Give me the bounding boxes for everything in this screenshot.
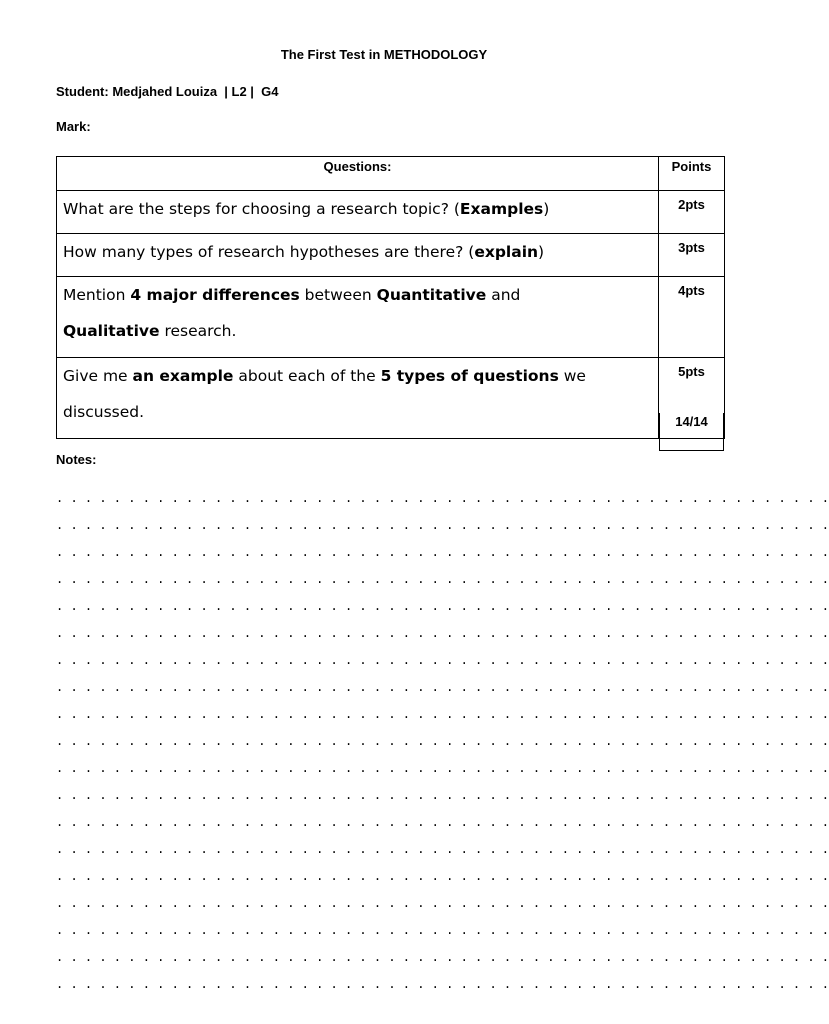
question-text: between <box>299 286 377 304</box>
notes-line: . . . . . . . . . . . . . . . . . . . . . . . . . . . . . . . . . . . . . . . . . . . . . . . . . . . . . . <box>56 734 829 748</box>
notes-line: . . . . . . . . . . . . . . . . . . . . . . . . . . . . . . . . . . . . . . . . . . . . . . . . . . . . . . <box>56 518 829 532</box>
points-header: Points <box>659 157 725 191</box>
question-text: discussed. <box>63 403 145 421</box>
notes-dotted-lines <box>56 485 829 998</box>
notes-line: . . . . . . . . . . . . . . . . . . . . . . . . . . . . . . . . . . . . . . . . . . . . . . . . . . . . . . <box>56 869 829 883</box>
question-text-bold: 5 types of questions <box>380 367 559 385</box>
student-info: Student: Medjahed Louiza | L2 | G4 <box>56 84 279 99</box>
points-value: 3pts <box>659 234 725 277</box>
question-text: we <box>558 367 586 385</box>
table-row <box>57 234 725 277</box>
question-2 <box>57 234 659 277</box>
question-text: and <box>486 286 521 304</box>
question-text: about each of the <box>233 367 381 385</box>
question-text-bold: 4 major differences <box>130 286 300 304</box>
question-text-bold: explain <box>474 243 539 261</box>
question-text: How many types of research hypotheses are there? ( <box>63 243 475 261</box>
notes-label: Notes: <box>56 452 97 467</box>
question-text-bold: an example <box>132 367 234 385</box>
points-value: 4pts <box>659 277 725 358</box>
points-value: 2pts <box>659 191 725 234</box>
table-header-row <box>57 157 725 191</box>
notes-line: . . . . . . . . . . . . . . . . . . . . . . . . . . . . . . . . . . . . . . . . . . . . . . . . . . . . . . <box>56 680 829 694</box>
question-text-bold: Quantitative <box>376 286 487 304</box>
notes-line: . . . . . . . . . . . . . . . . . . . . . . . . . . . . . . . . . . . . . . . . . . . . . . . . . . . . . . <box>56 923 829 937</box>
notes-line: . . . . . . . . . . . . . . . . . . . . . . . . . . . . . . . . . . . . . . . . . . . . . . . . . . . . . . <box>56 707 829 721</box>
notes-line: . . . . . . . . . . . . . . . . . . . . . . . . . . . . . . . . . . . . . . . . . . . . . . . . . . . . . . <box>56 950 829 964</box>
question-3 <box>57 277 659 358</box>
notes-line: . . . . . . . . . . . . . . . . . . . . . . . . . . . . . . . . . . . . . . . . . . . . . . . . . . . . . . <box>56 977 829 991</box>
question-text-bold: Examples <box>459 200 544 218</box>
question-text-bold: Qualitative <box>63 322 160 340</box>
notes-line: . . . . . . . . . . . . . . . . . . . . . . . . . . . . . . . . . . . . . . . . . . . . . . . . . . . . . . <box>56 572 829 586</box>
notes-line: . . . . . . . . . . . . . . . . . . . . . . . . . . . . . . . . . . . . . . . . . . . . . . . . . . . . . . <box>56 788 829 802</box>
notes-line: . . . . . . . . . . . . . . . . . . . . . . . . . . . . . . . . . . . . . . . . . . . . . . . . . . . . . . <box>56 761 829 775</box>
notes-line: . . . . . . . . . . . . . . . . . . . . . . . . . . . . . . . . . . . . . . . . . . . . . . . . . . . . . . <box>56 491 829 505</box>
question-1 <box>57 191 659 234</box>
points-value: 5pts <box>659 358 725 439</box>
total-points: 14/14 <box>659 413 724 451</box>
question-text: What are the steps for choosing a research topic? ( <box>63 200 460 218</box>
notes-line: . . . . . . . . . . . . . . . . . . . . . . . . . . . . . . . . . . . . . . . . . . . . . . . . . . . . . . <box>56 545 829 559</box>
question-text: Mention <box>63 286 131 304</box>
question-text: ) <box>538 243 545 261</box>
notes-line: . . . . . . . . . . . . . . . . . . . . . . . . . . . . . . . . . . . . . . . . . . . . . . . . . . . . . . <box>56 626 829 640</box>
question-text: research. <box>159 322 237 340</box>
questions-header: Questions: <box>57 157 659 191</box>
page-title: The First Test in METHODOLOGY <box>280 47 488 62</box>
notes-line: . . . . . . . . . . . . . . . . . . . . . . . . . . . . . . . . . . . . . . . . . . . . . . . . . . . . . . <box>56 842 829 856</box>
question-text: ) <box>543 200 550 218</box>
notes-line: . . . . . . . . . . . . . . . . . . . . . . . . . . . . . . . . . . . . . . . . . . . . . . . . . . . . . . <box>56 653 829 667</box>
mark-label: Mark: <box>56 119 91 134</box>
question-text: Give me <box>63 367 133 385</box>
notes-line: . . . . . . . . . . . . . . . . . . . . . . . . . . . . . . . . . . . . . . . . . . . . . . . . . . . . . . <box>56 599 829 613</box>
question-4 <box>57 358 659 439</box>
notes-line: . . . . . . . . . . . . . . . . . . . . . . . . . . . . . . . . . . . . . . . . . . . . . . . . . . . . . . <box>56 815 829 829</box>
table-row <box>57 191 725 234</box>
table-row <box>57 277 725 358</box>
notes-line: . . . . . . . . . . . . . . . . . . . . . . . . . . . . . . . . . . . . . . . . . . . . . . . . . . . . . . <box>56 896 829 910</box>
table-row <box>57 358 725 439</box>
questions-table <box>56 156 725 439</box>
